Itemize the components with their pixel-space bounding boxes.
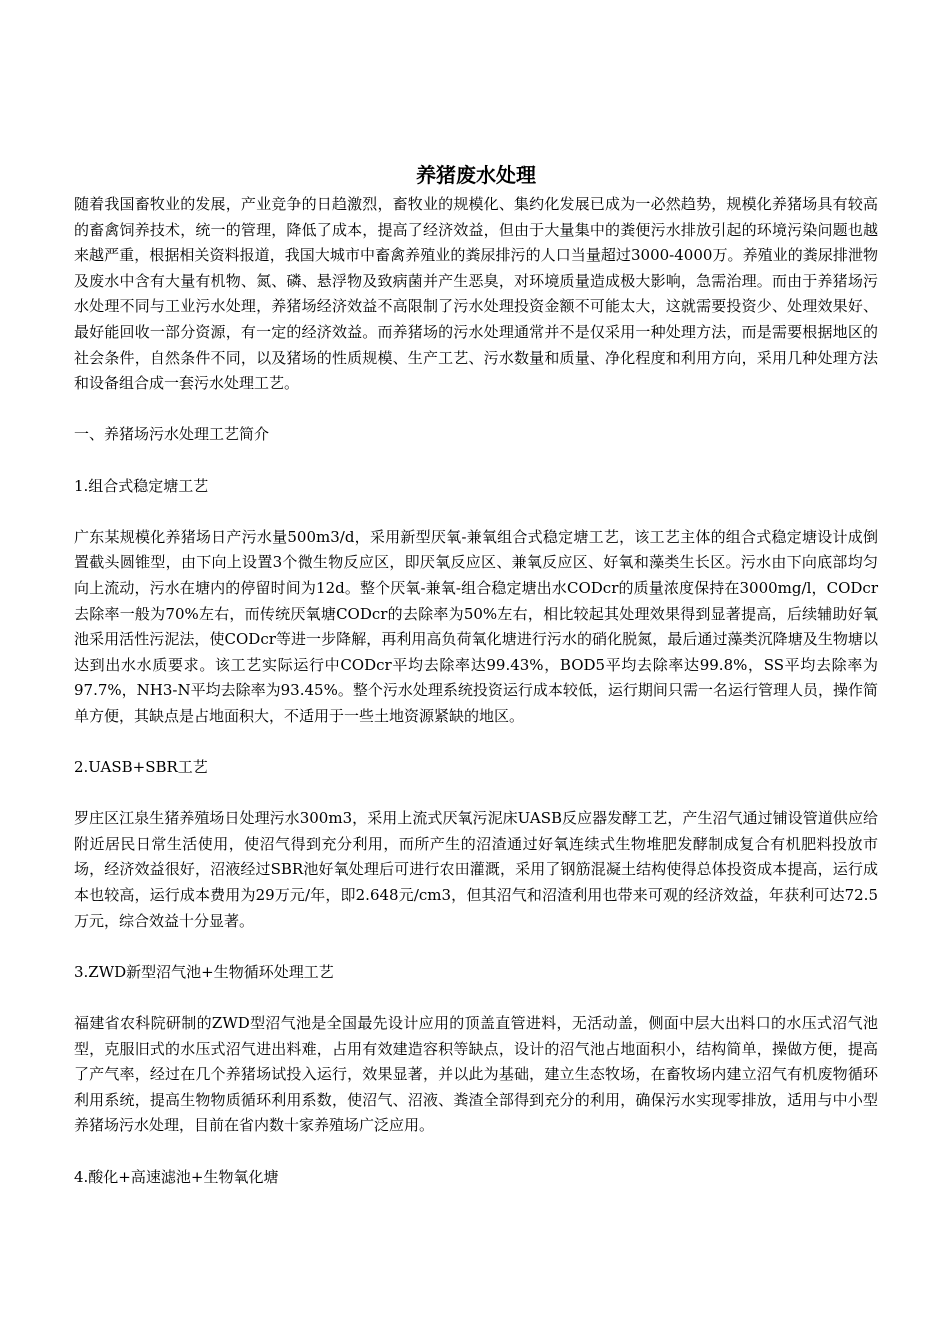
section-heading: 一、养猪场污水处理工艺简介: [74, 425, 270, 444]
document-title: 养猪废水处理: [416, 163, 536, 187]
subsection-heading-4: 4.酸化+高速滤池+生物氧化塘: [74, 1167, 279, 1186]
spacer: [74, 985, 878, 1011]
subsection-paragraph-3: 福建省农科院研制的ZWD型沼气池是全国最先设计应用的顶盖直管进料，无活动盖，侧面中层大出料口的水压式沼气池型，克服旧式的水压式沼气进出料难，占用有效建造容积等缺点，设计的沼气池占地面积小，结构简单，操做方便，提高了产气率，经过在几个养猪场试投入运行，效果显著，并以此为基础，建立生态牧场，在畜牧场内建立沼气有机废物循环利用系统，提高生物物质循环利用系数，使沼气、沼液、粪渣全部得到充分的利用，确保污水实现零排放，适用与中小型养猪场污水处理，目前在省内数十家养殖场广泛应用。: [74, 1014, 878, 1135]
subsection-paragraph-1: 广东某规模化养猪场日产污水量500m3/d，采用新型厌氧-兼氧组合式稳定塘工艺，该工艺主体的组合式稳定塘设计成倒置截头圆锥型，由下向上设置3个微生物反应区，即厌氧反应区、兼氧反应区、好氧和藻类生长区。污水由下向底部均匀向上流动，污水在塘内的停留时间为12d。整个厌氧-兼氧-组合稳定塘出水CODcr的质量浓度保持在3000mg/l，CODcr去除率一般为70%左右，而传统厌氧塘CODcr的去除率为50%左右，相比较起其处理效果得到显著提高，后续辅助好氧池采用活性污泥法，使CODcr等进一步降解，再利用高负荷氧化塘进行污水的硝化脱氮，最后通过藻类沉降塘及生物塘以达到出水水质要求。该工艺实际运行中CODcr平均去除率达99.43%，BOD5平均去除率达99.8%，SS平均去除率为97.7%，NH3-N平均去除率为93.45%。整个污水处理系统投资运行成本较低，运行期间只需一名运行管理人员，操作简单方便，其缺点是占地面积大，不适用于一些土地资源紧缺的地区。: [74, 527, 878, 725]
spacer: [74, 499, 878, 525]
subsection-heading-3: 3.ZWD新型沼气池+生物循环处理工艺: [74, 962, 334, 981]
intro-paragraph: 随着我国畜牧业的发展，产业竞争的日趋激烈，畜牧业的规模化、集约化发展已成为一必然趋势，规模化养猪场具有较高的畜禽饲养技术，统一的管理，降低了成本，提高了经济效益，但由于大量集中的粪便污水排放引起的环境污染问题也越来越严重，根据相关资料报道，我国大城市中畜禽养殖业的粪尿排污的人口当量超过3000-4000万。养殖业的粪尿排泄物及废水中含有大量有机物、氮、磷、悬浮物及致病菌并产生恶臭，对环境质量造成极大影响，急需治理。而由于养猪场污水处理不同与工业污水处理，养猪场经济效益不高限制了污水处理投资金额不可能太大，这就需要投资少、处理效果好、最好能回收一部分资源，有一定的经济效益。而养猪场的污水处理通常并不是仅采用一种处理方法，而是需要根据地区的社会条件，自然条件不同，以及猪场的性质规模、生产工艺、污水数量和质量、净化程度和利用方向，采用几种处理方法和设备组合成一套污水处理工艺。: [74, 195, 878, 393]
spacer: [74, 934, 878, 960]
subsection-paragraph-2: 罗庄区江泉生猪养殖场日处理污水300m3，采用上流式厌氧污泥床UASB反应器发酵工艺，产生沼气通过铺设管道供应给附近居民日常生活使用，使沼气得到充分利用，而所产生的沼渣通过好氧连续式生物堆肥发酵制成复合有机肥料投放市场，经济效益很好，沼液经过SBR池好氧处理后可进行农田灌溉，采用了钢筋混凝土结构使得总体投资成本提高，运行成本也较高，运行成本费用为29万元/年，即2.648元/cm3，但其沼气和沼渣利用也带来可观的经济效益，年获利可达72.5万元，综合效益十分显著。: [74, 809, 878, 930]
spacer: [74, 448, 878, 474]
spacer: [74, 781, 878, 807]
subsection-heading-1: 1.组合式稳定塘工艺: [74, 476, 209, 495]
subsection-heading-2: 2.UASB+SBR工艺: [74, 758, 208, 777]
spacer: [74, 729, 878, 755]
spacer: [74, 397, 878, 423]
document-page: [74, 160, 878, 1190]
spacer: [74, 1139, 878, 1165]
